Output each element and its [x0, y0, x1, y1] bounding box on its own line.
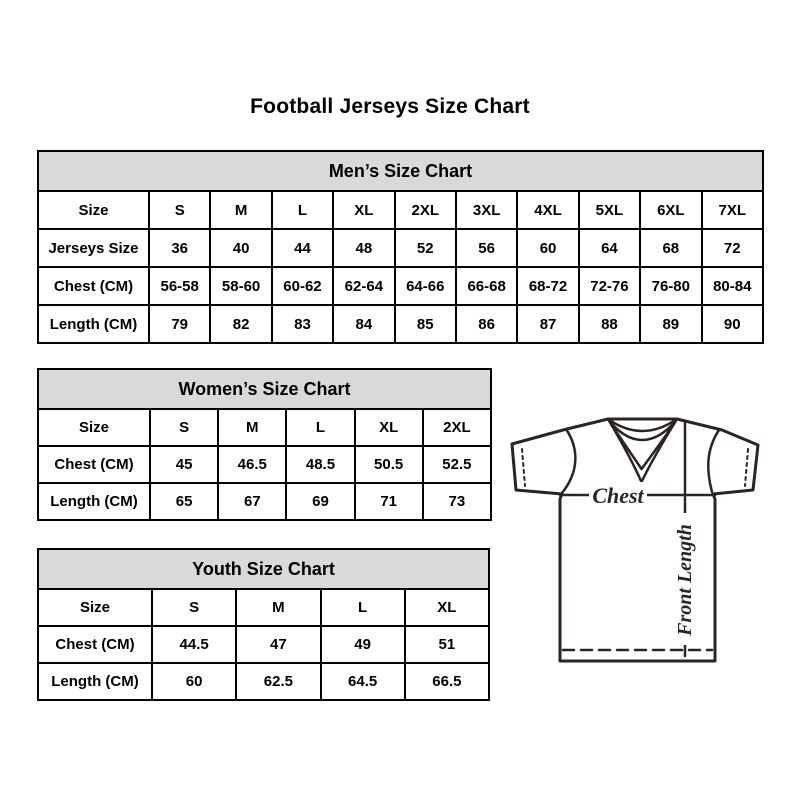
table-title-row — [38, 151, 763, 191]
row-label-cell: Chest (CM) — [38, 267, 149, 305]
value-cell: L — [272, 191, 333, 229]
value-cell: 45 — [150, 446, 218, 483]
value-cell: 73 — [423, 483, 491, 520]
value-cell: 68 — [640, 229, 701, 267]
value-cell: 52.5 — [423, 446, 491, 483]
mens-size-table — [37, 150, 764, 344]
value-cell: 56-58 — [149, 267, 210, 305]
chest-label: Chest — [592, 483, 644, 508]
value-cell: 49 — [321, 626, 405, 663]
value-cell: 62-64 — [333, 267, 394, 305]
value-cell: 58-60 — [210, 267, 271, 305]
value-cell: 66-68 — [456, 267, 517, 305]
value-cell: 67 — [218, 483, 286, 520]
front-length-label: Front Length — [674, 524, 696, 636]
value-cell: 3XL — [456, 191, 517, 229]
value-cell: 88 — [579, 305, 640, 343]
table-row — [38, 409, 491, 446]
table-title-row — [38, 549, 489, 589]
value-cell: 36 — [149, 229, 210, 267]
value-cell: 79 — [149, 305, 210, 343]
value-cell: 2XL — [423, 409, 491, 446]
table-title-row — [38, 369, 491, 409]
jersey-measurement-diagram — [505, 413, 765, 665]
value-cell: 4XL — [517, 191, 578, 229]
value-cell: 48.5 — [286, 446, 354, 483]
value-cell: 52 — [395, 229, 456, 267]
row-label-cell: Size — [38, 191, 149, 229]
value-cell: 2XL — [395, 191, 456, 229]
table-title: Youth Size Chart — [38, 549, 489, 589]
value-cell: 5XL — [579, 191, 640, 229]
value-cell: 47 — [236, 626, 320, 663]
value-cell: 48 — [333, 229, 394, 267]
value-cell: 51 — [405, 626, 489, 663]
value-cell: 40 — [210, 229, 271, 267]
row-label-cell: Length (CM) — [38, 305, 149, 343]
table-title: Men’s Size Chart — [38, 151, 763, 191]
value-cell: XL — [405, 589, 489, 626]
value-cell: 76-80 — [640, 267, 701, 305]
value-cell: 60 — [152, 663, 236, 700]
value-cell: 68-72 — [517, 267, 578, 305]
value-cell: 90 — [702, 305, 763, 343]
value-cell: M — [210, 191, 271, 229]
value-cell: S — [152, 589, 236, 626]
value-cell: 72-76 — [579, 267, 640, 305]
value-cell: 6XL — [640, 191, 701, 229]
value-cell: 60-62 — [272, 267, 333, 305]
value-cell: 89 — [640, 305, 701, 343]
value-cell: 69 — [286, 483, 354, 520]
value-cell: M — [236, 589, 320, 626]
value-cell: 62.5 — [236, 663, 320, 700]
row-label-cell: Size — [38, 409, 150, 446]
value-cell: L — [321, 589, 405, 626]
row-label-cell: Length (CM) — [38, 663, 152, 700]
value-cell: 85 — [395, 305, 456, 343]
value-cell: 82 — [210, 305, 271, 343]
row-label-cell: Size — [38, 589, 152, 626]
value-cell: 83 — [272, 305, 333, 343]
value-cell: 60 — [517, 229, 578, 267]
row-label-cell: Chest (CM) — [38, 626, 152, 663]
value-cell: 66.5 — [405, 663, 489, 700]
left-sleeve-dashed-line — [522, 449, 525, 486]
womens-size-table — [37, 368, 492, 521]
value-cell: XL — [355, 409, 423, 446]
value-cell: 44 — [272, 229, 333, 267]
value-cell: 44.5 — [152, 626, 236, 663]
row-label-cell: Chest (CM) — [38, 446, 150, 483]
value-cell: S — [149, 191, 210, 229]
youth-size-table — [37, 548, 490, 701]
value-cell: XL — [333, 191, 394, 229]
value-cell: 64 — [579, 229, 640, 267]
value-cell: 7XL — [702, 191, 763, 229]
table-row — [38, 626, 489, 663]
value-cell: 46.5 — [218, 446, 286, 483]
table-row — [38, 483, 491, 520]
value-cell: L — [286, 409, 354, 446]
value-cell: 50.5 — [355, 446, 423, 483]
value-cell: 87 — [517, 305, 578, 343]
left-armhole-seam — [562, 429, 575, 493]
jersey-outline — [512, 419, 758, 661]
table-row — [38, 267, 763, 305]
value-cell: 84 — [333, 305, 394, 343]
value-cell: 72 — [702, 229, 763, 267]
table-row — [38, 229, 763, 267]
jersey-diagram-svg — [505, 413, 765, 665]
value-cell: 64-66 — [395, 267, 456, 305]
value-cell: 56 — [456, 229, 517, 267]
row-label-cell: Jerseys Size — [38, 229, 149, 267]
value-cell: 65 — [150, 483, 218, 520]
value-cell: 80-84 — [702, 267, 763, 305]
page-title: Football Jerseys Size Chart — [250, 95, 530, 118]
table-row — [38, 305, 763, 343]
value-cell: M — [218, 409, 286, 446]
table-row — [38, 589, 489, 626]
value-cell: 71 — [355, 483, 423, 520]
row-label-cell: Length (CM) — [38, 483, 150, 520]
value-cell: 64.5 — [321, 663, 405, 700]
table-row — [38, 191, 763, 229]
right-sleeve-dashed-line — [745, 449, 748, 486]
table-row — [38, 663, 489, 700]
right-armhole-seam — [708, 430, 719, 492]
value-cell: 86 — [456, 305, 517, 343]
table-title: Women’s Size Chart — [38, 369, 491, 409]
table-row — [38, 446, 491, 483]
value-cell: S — [150, 409, 218, 446]
